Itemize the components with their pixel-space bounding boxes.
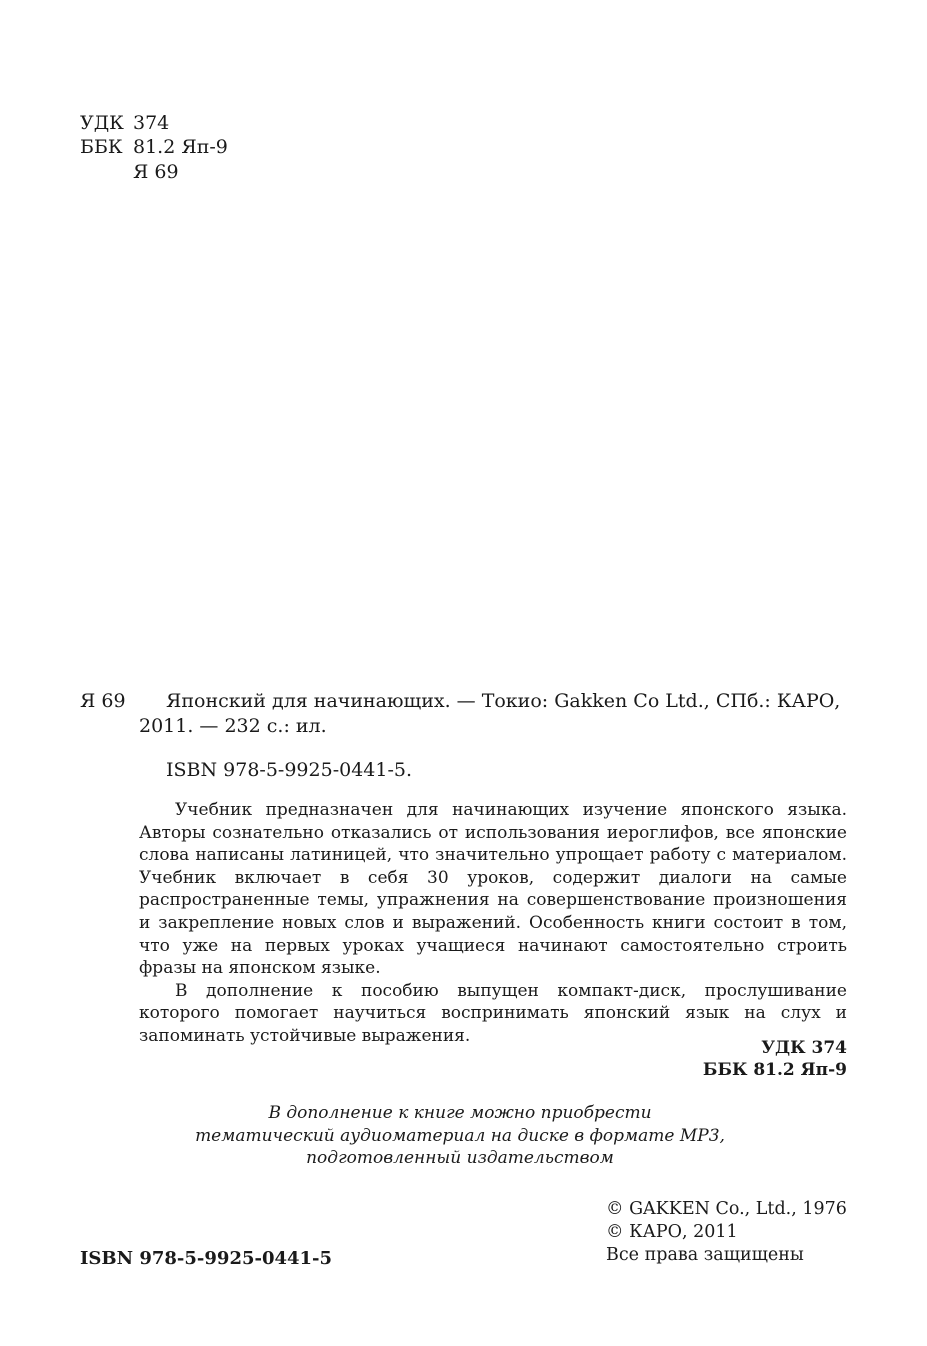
all-rights-reserved: Все права защищены [606,1245,804,1265]
audio-note-line-1: В дополнение к книге можно приобрести [268,1103,652,1123]
copyright-karo: © КАРО, 2011 [606,1222,738,1242]
copyright-gakken: © GAKKEN Co., Ltd., 1976 [606,1199,847,1219]
record-author-mark: Я 69 [80,690,126,712]
audio-note-line-3: подготовленный издательством [306,1148,614,1169]
udk-code: 374 [133,112,170,134]
audio-note [180,1102,740,1170]
isbn-bottom: ISBN 978-5-9925-0441-5 [80,1248,333,1269]
bbk-code-bottom: ББК 81.2 Яп-9 [702,1060,847,1080]
bbk-label: ББК [80,136,123,158]
annotation-paragraph-2: В дополнение к пособию выпущен компакт-диск, прослушивание которого помогает научиться воспринимать японский язык на слух и запоминать устойчивые выражения. [139,980,847,1046]
bbk-code: 81.2 Яп-9 [133,136,228,158]
annotation [139,799,847,1048]
udk-code-bottom: УДК 374 [761,1038,847,1058]
audio-note-line-2: тематический аудиоматериал на диске в формате MP3, [195,1125,725,1146]
annotation-paragraph-1: Учебник предназначен для начинающих изучение японского языка. Авторы сознательно отказались от использования иероглифов, все японские слова написаны латиницей, что значительно упрощает работу с материалом. Учебник включает в себя 30 уроков, содержит диалоги на самые распространенные темы, упражнения на совершенствование произношения и закрепление новых слов и выражений. Особенность книги состоит в том, что уже на первых уроках учащиеся начинают самостоятельно строить фразы на японском языке. [139,800,847,979]
udk-label: УДК [80,112,124,134]
record-title-line: Японский для начинающих. — Токио: Gakken Co Ltd., СПб.: КАРО, [166,690,841,712]
record-imprint-line: 2011. — 232 с.: ил. [139,715,327,737]
record-isbn: ISBN 978-5-9925-0441-5. [166,759,413,781]
author-mark-top: Я 69 [133,161,179,183]
